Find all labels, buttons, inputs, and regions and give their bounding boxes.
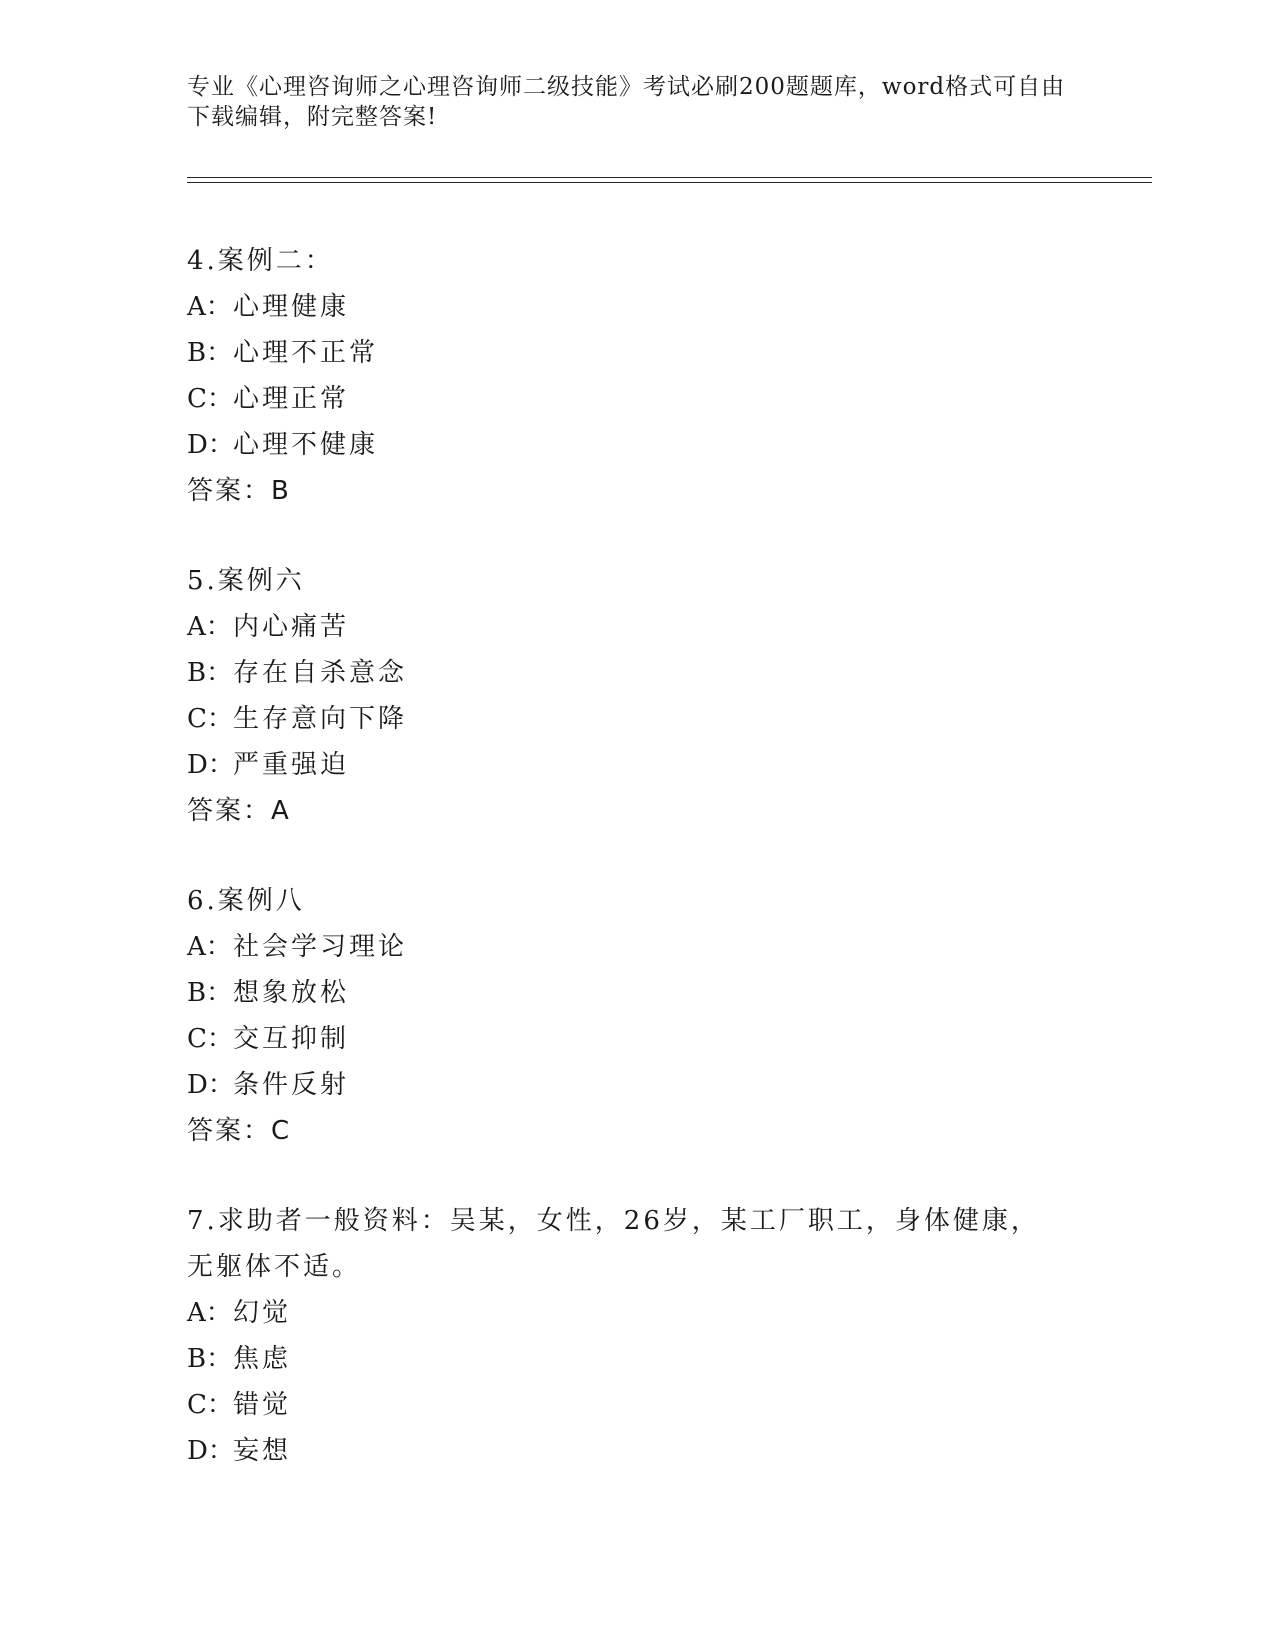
option-item [187, 1382, 1087, 1428]
option-item [187, 1336, 1087, 1382]
option-letter: B： [187, 338, 233, 368]
option-letter: C： [187, 384, 233, 414]
option-text: 心理正常 [233, 384, 350, 414]
option-letter: D： [187, 1070, 234, 1100]
option-text: 存在自杀意念 [233, 658, 408, 688]
option-letter: C： [187, 704, 233, 734]
option-item [187, 1290, 1087, 1336]
option-text: 心理不健康 [233, 430, 379, 460]
question-block [187, 238, 1087, 514]
option-text: 严重强迫 [233, 750, 350, 780]
option-letter: B： [187, 978, 233, 1008]
option-item [187, 422, 1087, 468]
option-text: 焦虑 [233, 1344, 292, 1374]
option-item [187, 924, 1087, 970]
option-letter: D： [187, 750, 234, 780]
option-text: 妄想 [233, 1436, 292, 1466]
question-block [187, 878, 1087, 1154]
option-letter: C： [187, 1024, 233, 1054]
option-item [187, 1016, 1087, 1062]
question-block [187, 1198, 1087, 1474]
header-divider-top [187, 177, 1152, 178]
option-item [187, 696, 1087, 742]
option-letter: A： [187, 1298, 232, 1328]
answer-line: 答案：A [187, 796, 291, 826]
option-item [187, 742, 1087, 788]
option-item [187, 284, 1087, 330]
question-stem: 4.案例二： [187, 246, 334, 276]
header-divider-bottom [187, 182, 1152, 183]
option-item [187, 330, 1087, 376]
option-letter: A： [187, 612, 232, 642]
option-item [187, 970, 1087, 1016]
option-item [187, 1062, 1087, 1108]
document-header: 专业《心理咨询师之心理咨询师二级技能》考试必刷200题题库，word格式可自由下载编辑，附完整答案! [187, 74, 1066, 130]
option-text: 内心痛苦 [233, 612, 350, 642]
question-stem: 7.求助者一般资料：吴某，女性，26岁，某工厂职工，身体健康，无躯体不适。 [187, 1206, 1040, 1282]
option-text: 社会学习理论 [233, 932, 408, 962]
option-letter: A： [187, 292, 232, 322]
answer-line: 答案：B [187, 476, 291, 506]
option-text: 错觉 [233, 1390, 292, 1420]
option-item [187, 376, 1087, 422]
option-text: 心理健康 [233, 292, 350, 322]
answer-line: 答案：C [187, 1116, 292, 1146]
option-item [187, 650, 1087, 696]
option-letter: C： [187, 1390, 233, 1420]
option-letter: B： [187, 1344, 233, 1374]
option-letter: A： [187, 932, 232, 962]
option-text: 生存意向下降 [233, 704, 408, 734]
option-text: 交互抑制 [233, 1024, 350, 1054]
option-letter: B： [187, 658, 233, 688]
question-list [187, 238, 1087, 1518]
option-text: 心理不正常 [233, 338, 379, 368]
option-item [187, 604, 1087, 650]
option-item [187, 1428, 1087, 1474]
question-stem: 6.案例八 [187, 886, 305, 916]
option-text: 条件反射 [233, 1070, 350, 1100]
question-stem: 5.案例六 [187, 566, 305, 596]
option-letter: D： [187, 430, 234, 460]
option-letter: D： [187, 1436, 234, 1466]
question-block [187, 558, 1087, 834]
option-text: 幻觉 [233, 1298, 292, 1328]
option-text: 想象放松 [233, 978, 350, 1008]
